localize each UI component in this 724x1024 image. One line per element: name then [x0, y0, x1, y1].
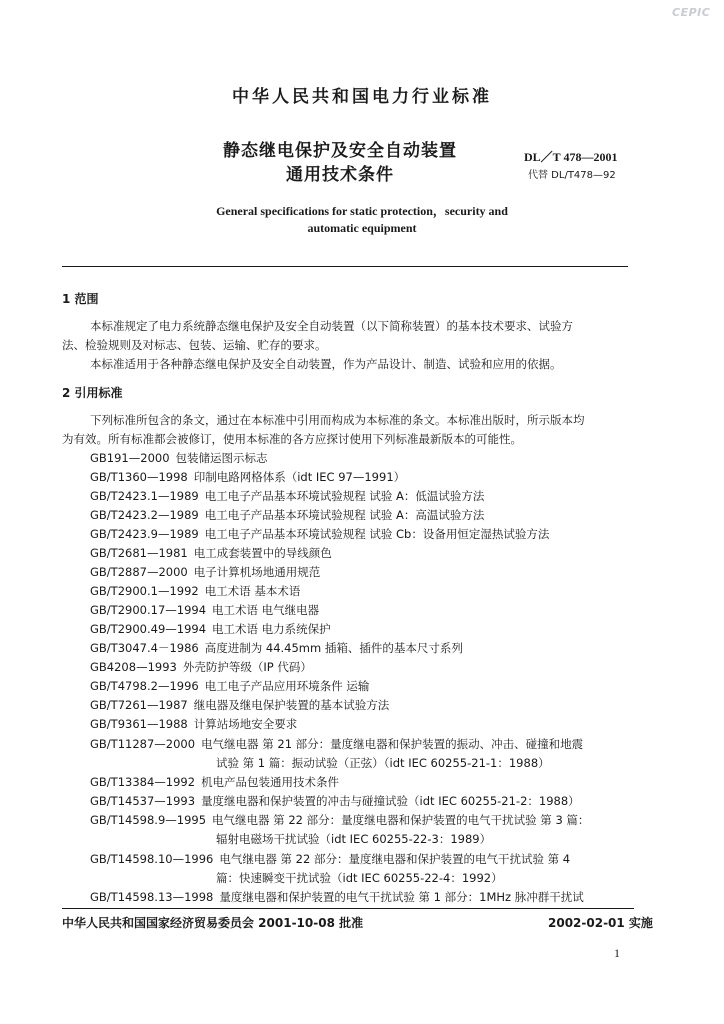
scope-paragraph-2: 本标准适用于各种静态继电保护及安全自动装置，作为产品设计、制造、试验和应用的依据。	[90, 357, 562, 371]
reference-item: GB/T4798.2—1996 电工电子产品应用环境条件 运输	[90, 679, 370, 693]
footer-divider	[62, 908, 634, 909]
reference-item: GB/T2900.17—1994 电工术语 电气继电器	[90, 603, 320, 617]
document-title-line-1: 静态继电保护及安全自动装置	[223, 141, 457, 161]
reference-item: GB/T1360—1998 印制电路网格体系（idt IEC 97—1991）	[90, 470, 406, 484]
english-title-line-1: General specifications for static protection，security and	[216, 204, 508, 218]
references-intro-line-1: 下列标准所包含的条文，通过在本标准中引用而构成为本标准的条文。本标准出版时，所示版本均	[90, 413, 585, 427]
reference-item-continuation: 辐射电磁场干扰试验（idt IEC 60255-22-3：1989）	[216, 832, 492, 846]
reference-item: GB/T2887—2000 电子计算机场地通用规范	[90, 565, 321, 579]
replaces-standard: 代替 DL/T478—92	[528, 170, 616, 181]
reference-item: GB/T2423.2—1989 电工电子产品基本环境试验规程 试验 A：高温试验方法	[90, 508, 485, 522]
header-divider	[62, 266, 628, 267]
reference-item: GB/T2681—1981 电工成套装置中的导线颜色	[90, 546, 332, 560]
scope-paragraph-1-line-2: 法、检验规则及对标志、包装、运输、贮存的要求。	[62, 338, 327, 352]
section-heading-references: 2 引用标准	[62, 386, 123, 400]
reference-item: GB/T14598.10—1996 电气继电器 第 22 部分：量度继电器和保护装置的电气干扰试验 第 4	[90, 852, 571, 866]
reference-item: GB/T14537—1993 量度继电器和保护装置的冲击与碰撞试验（idt IEC 60255-21-2：1988）	[90, 794, 580, 808]
industry-standard-header: 中华人民共和国电力行业标准	[232, 87, 492, 107]
document-title-line-2: 通用技术条件	[286, 165, 394, 185]
scope-paragraph-1-line-1: 本标准规定了电力系统静态继电保护及安全自动装置（以下简称装置）的基本技术要求、试验方	[90, 319, 573, 333]
english-title-line-2: automatic equipment	[307, 221, 417, 235]
reference-item-continuation: 试验 第 1 篇：振动试验（正弦）（idt IEC 60255-21-1：1988）	[216, 756, 550, 770]
reference-item: GB/T14598.9—1995 电气继电器 第 22 部分：量度继电器和保护装置的电气干扰试验 第 3 篇：	[90, 813, 590, 827]
section-heading-scope: 1 范围	[62, 292, 99, 306]
reference-item: GB/T2423.9—1989 电工电子产品基本环境试验规程 试验 Cb：设备用恒定湿热试验方法	[90, 527, 550, 541]
reference-item: GB/T2900.49—1994 电工术语 电力系统保护	[90, 622, 331, 636]
reference-item: GB/T3047.4－1986 高度进制为 44.45mm 插箱、插件的基本尺寸系列	[90, 641, 463, 655]
effective-date: 2002-02-01 实施	[548, 916, 653, 930]
references-intro-line-2: 为有效。所有标准都会被修订，使用本标准的各方应探讨使用下列标准最新版本的可能性。	[62, 432, 522, 446]
reference-item: GB/T13384—1992 机电产品包装通用技术条件	[90, 775, 340, 789]
reference-item: GB191—2000 包装储运图示标志	[90, 451, 268, 465]
watermark-logo: CEPIC	[672, 6, 711, 19]
standard-code: DL／T 478—2001	[524, 150, 618, 164]
approval-statement: 中华人民共和国国家经济贸易委员会 2001-10-08 批准	[62, 916, 364, 930]
reference-item: GB/T2423.1—1989 电工电子产品基本环境试验规程 试验 A：低温试验方法	[90, 489, 485, 503]
reference-item: GB4208—1993 外壳防护等级（IP 代码）	[90, 660, 312, 674]
page-number: 1	[614, 946, 620, 960]
reference-item: GB/T11287—2000 电气继电器 第 21 部分：量度继电器和保护装置的振动、冲击、碰撞和地震	[90, 737, 584, 751]
reference-item: GB/T2900.1—1992 电工术语 基本术语	[90, 584, 301, 598]
reference-item: GB/T9361—1988 计算站场地安全要求	[90, 717, 298, 731]
reference-item: GB/T14598.13—1998 量度继电器和保护装置的电气干扰试验 第 1 部分：1MHz 脉冲群干扰试	[90, 890, 584, 904]
reference-item: GB/T7261—1987 继电器及继电保护装置的基本试验方法	[90, 698, 390, 712]
reference-item-continuation: 篇：快速瞬变干扰试验（idt IEC 60255-22-4：1992）	[216, 871, 503, 885]
